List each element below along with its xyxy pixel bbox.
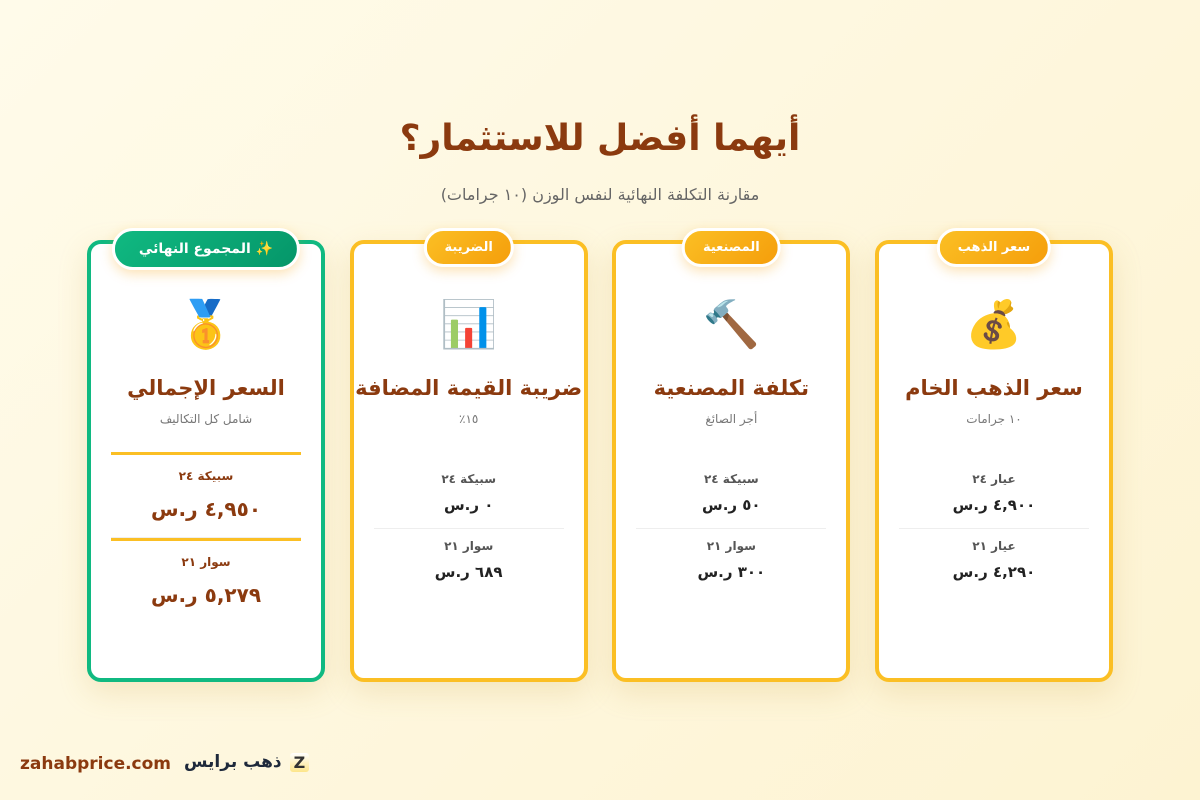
price-row	[111, 538, 301, 623]
hammer-icon: 🔨	[702, 297, 760, 351]
site-url[interactable]: zahabprice.com	[20, 754, 172, 774]
row-value: ٤,٩٥٠ ر.س	[150, 497, 262, 521]
price-row	[636, 462, 826, 529]
row-label: سبيكة ٢٤	[178, 469, 234, 483]
card-badge: المصنعية	[682, 228, 781, 267]
card-badge: سعر الذهب	[937, 228, 1051, 267]
card-subtitle: ١٥٪	[458, 412, 479, 426]
bar-chart-icon: 📊	[440, 297, 498, 351]
price-row	[899, 462, 1089, 529]
card-vat	[350, 240, 588, 682]
row-label: سوار ٢١	[444, 539, 494, 553]
card-subtitle: أجر الصائغ	[705, 412, 758, 426]
card-title: السعر الإجمالي	[127, 376, 285, 400]
row-value: ٠ ر.س	[443, 496, 494, 514]
price-row	[636, 529, 826, 595]
card-badge: ✨ المجموع النهائي	[112, 228, 300, 270]
page-subtitle: مقارنة التكلفة النهائية لنفس الوزن (١٠ جرامات)	[440, 185, 760, 204]
price-row	[374, 462, 564, 529]
page-title: أيهما أفضل للاستثمار؟	[399, 118, 801, 159]
medal-icon: 🥇	[177, 297, 235, 351]
card-total	[87, 240, 325, 682]
row-value: ٥٠ ر.س	[702, 496, 761, 514]
row-value: ٥,٢٧٩ ر.س	[150, 583, 262, 607]
row-label: سبيكة ٢٤	[441, 472, 496, 486]
price-row	[111, 452, 301, 538]
card-title: تكلفة المصنعية	[653, 376, 810, 400]
row-label: عيار ٢١	[972, 539, 1016, 553]
row-label: سبيكة ٢٤	[703, 472, 759, 486]
card-subtitle: ١٠ جرامات	[966, 412, 1022, 426]
price-row	[899, 529, 1089, 595]
card-title: ضريبة القيمة المضافة	[355, 376, 583, 400]
brand-name: ذهب برايس	[184, 752, 282, 772]
row-value: ٤,٩٠٠ ر.س	[952, 496, 1036, 514]
row-value: ٦٨٩ ر.س	[434, 563, 503, 581]
comparison-cards	[87, 240, 1113, 682]
card-badge: الضريبة	[424, 228, 514, 267]
row-value: ٤,٢٩٠ ر.س	[952, 563, 1036, 581]
card-title: سعر الذهب الخام	[905, 376, 1083, 400]
price-row	[374, 529, 564, 595]
row-label: سوار ٢١	[181, 555, 231, 569]
card-making-cost	[612, 240, 850, 682]
row-label: سوار ٢١	[706, 539, 756, 553]
card-subtitle: شامل كل التكاليف	[159, 412, 253, 426]
card-gold-price	[875, 240, 1113, 682]
brand-logo-icon: Z	[290, 753, 310, 772]
money-bag-icon: 💰	[965, 297, 1023, 351]
brand	[184, 752, 309, 772]
row-value: ٣٠٠ ر.س	[697, 563, 766, 581]
row-label: عيار ٢٤	[972, 472, 1016, 486]
